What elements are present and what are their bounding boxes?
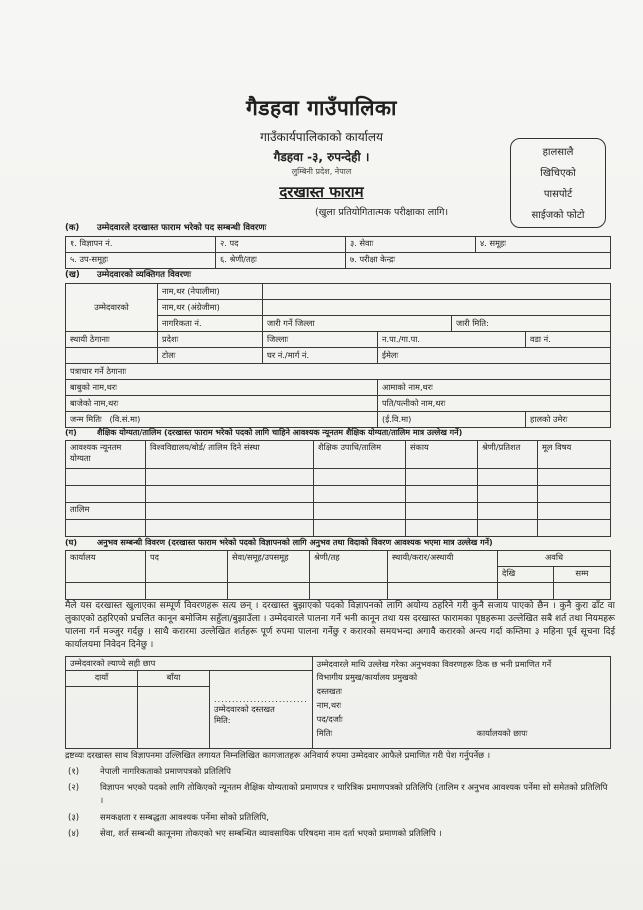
photo-line: पासपोर्ट (543, 189, 573, 200)
spouse-name-field[interactable]: पति/पत्नीको नाम,थरः (378, 396, 611, 412)
dob-label: जन्म मितिः (70, 414, 102, 424)
subgroup-field[interactable]: ५. उप-समूहः (66, 253, 216, 269)
verify-head: विभागीय प्रमुख/कार्यालय प्रमुखको (316, 672, 418, 682)
declaration-text: मैले यस दरखास्त खुलाएका सम्पूर्ण विवरणहरू सत्य छन् । दरखास्त बुझाएको पदको विज्ञापनको लागि अयोग्य ठहरिने गरी कुनै सजाय पाएको छैन । कुनै कुरा ढाँट वा लुकाएको ठहरिएको प्रचलित कानून बमोजिम सहुँला/बुझाउँला । उम्मेदवारले पालना गर्ने भनी कानून तथा यस दरखास्त फारामका पृष्ठहरूमा उल्लेखित सबै शर्त तथा नियमहरू पालना गर्न मञ्जुर गर्दछु । साथै करारमा उल्लेखित शर्तहरू पूर्ण रुपमा पालना गर्नेछु र करारको समयभन्दा अगावै करारको अन्त्य गर्दा कम्तिमा ३ महिना पूर्व सूचना दिई कार्यालयमा निवेदन दिनेछु । (65, 601, 615, 650)
office-name: गाउँकार्यपालिकाको कार्यालय (260, 130, 383, 144)
form-title: दरखास्त फाराम (279, 183, 364, 201)
org-name: गैडहवा गाउँपालिका (245, 96, 397, 120)
mother-name-field[interactable]: आमाको नाम,थरः (378, 380, 611, 396)
exp-col-to: सम्म (554, 567, 611, 583)
training-row-label: तालिम (66, 503, 146, 520)
office-address: गैडहवा -३, रुपन्देही । (273, 150, 370, 164)
table-row[interactable] (66, 469, 611, 486)
edu-col-university: विश्वविद्यालय/बोर्ड/ तालिम दिने संस्था (146, 441, 314, 469)
section-c-heading (65, 427, 462, 438)
exp-col-post: पद (146, 551, 228, 583)
section-key: (ख) (65, 270, 80, 280)
table-row[interactable] (66, 583, 611, 600)
right-thumb-label: दायाँ (66, 671, 138, 687)
service-field[interactable]: ३. सेवाः (346, 237, 476, 253)
photo-line: साईजको फोटो (531, 210, 585, 221)
name-en-label: नाम,थर (अंग्रेजीमा) (158, 300, 263, 316)
section-title: उम्मेदवारको व्यक्तिगत विवरणः (97, 270, 191, 280)
section-key: (ग) (65, 428, 77, 437)
thumb-title: उम्मेदवारको ल्याप्चे सही छाप (66, 657, 313, 671)
exam-center-field[interactable]: ७. परीक्षा केन्द्रः (346, 253, 611, 269)
attachment-num: (४) (68, 829, 80, 839)
signature-table (65, 656, 611, 749)
province-field[interactable]: प्रदेशः (158, 332, 263, 348)
attachment-item (68, 766, 613, 780)
attachment-item (68, 782, 613, 810)
citizenship-no-field[interactable]: नागरिकता नं. (158, 316, 263, 332)
group-field[interactable]: ४. समूहः (476, 237, 611, 253)
father-name-field[interactable]: बाबुको नाम,थरः (66, 380, 378, 396)
section-title: शैक्षिक योग्यता/तालिम (दरखास्त फाराम भरेको पदको लागि चाहिने आवश्यक न्यूनतम शैक्षिक योग्यता/तालिम मात्र उल्लेख गर्ने) (97, 428, 463, 437)
table-row[interactable] (66, 486, 611, 503)
section-key: (क) (65, 223, 80, 233)
form-subtitle: (खुला प्रतियोगितात्मक परीक्षाका लागि। (314, 207, 449, 218)
ad-no-field[interactable]: १. विज्ञापन नं. (66, 237, 216, 253)
name-np-label: नाम,थर (नेपालीमा) (158, 284, 263, 300)
edu-col-division: श्रेणी/प्रतिशत (478, 441, 538, 469)
mailing-address-field[interactable]: पत्राचार गर्ने ठेगानाः (66, 364, 611, 380)
edu-col-faculty: संकाय (406, 441, 478, 469)
exp-col-from: देखि (498, 567, 554, 583)
table-row[interactable] (66, 503, 611, 520)
post-field[interactable]: २. पद (216, 237, 346, 253)
attachment-num: (१) (68, 767, 80, 777)
verify-date-row (317, 726, 606, 740)
exp-col-duration: अवधि (498, 551, 611, 567)
email-field[interactable]: ईमेलः (378, 348, 611, 364)
attachment-text: नेपाली नागरिकताको प्रमाणपत्रको प्रतिलिपि (100, 767, 231, 777)
attachment-item (68, 828, 613, 842)
municipality-field[interactable]: न.पा./गा.पा. (378, 332, 526, 348)
section-b-heading (65, 269, 191, 280)
attachment-text: समकक्षता र सम्बद्धता आवश्यक पर्नेमा सोको प्रतिलिपि, (100, 813, 269, 823)
photo-line: हालसालै (542, 147, 574, 158)
issued-district-field[interactable]: जारी गर्ने जिल्ला (263, 316, 452, 332)
signature-dots: .......................... (214, 693, 308, 704)
issued-date-field[interactable]: जारी मिति: (452, 316, 611, 332)
edu-col-qualification: आवश्यक न्यूनतम योग्यता (66, 441, 146, 469)
district-field[interactable]: जिल्लाः (263, 332, 378, 348)
education-table (65, 440, 611, 537)
section-d-heading (65, 537, 493, 548)
section-title: अनुभव सम्बन्धी विवरण (दरखास्त फाराम भरेको पदको विज्ञापनको लागि अनुभव तथा विदाको विवरण आवश्यक भएमा मात्र उल्लेख गर्ने) (97, 538, 493, 547)
left-thumb-label: बाँया (138, 671, 210, 687)
permanent-address-label: स्थायी ठेगानाः (66, 332, 158, 348)
name-np-input[interactable] (263, 284, 611, 300)
name-en-input[interactable] (263, 300, 611, 316)
verification-cell[interactable] (312, 657, 610, 749)
signature-label: उम्मेदवारको दस्तखत (214, 703, 275, 714)
verify-post: पद/दर्जाः (316, 714, 343, 724)
table-row[interactable] (66, 520, 611, 537)
attachment-num: (२) (68, 783, 80, 793)
dob-bs-field[interactable] (66, 412, 378, 428)
photo-line: खिचिएको (540, 168, 576, 179)
left-thumb-box[interactable] (138, 687, 210, 749)
exp-col-level: श्रेणी/तह (310, 551, 388, 583)
dob-ad-field[interactable]: (ई.वि.मा) (378, 412, 526, 428)
candidate-label: उम्मेदवारको (66, 284, 158, 332)
attachment-num: (३) (68, 813, 80, 823)
exp-col-service: सेवा/समूह/उपसमूह (228, 551, 310, 583)
section-title: उम्मेदवारले दरखास्त फाराम भरेको पद सम्बन्धी विवरणः (97, 223, 267, 233)
exp-col-type: स्थायी/करार/अस्थायी (388, 551, 498, 583)
age-field[interactable]: हालको उमेरः (526, 412, 611, 428)
attachment-text: सेवा, शर्त सम्बन्धी कानूनमा तोकएको भए सम्बन्धित व्यावसायिक परिषदमा नाम दर्ता भएको प्रमाणको प्रतिलिपि । (100, 829, 442, 839)
attachment-item (68, 812, 613, 826)
verify-text: उम्मेदवारले माथि उल्लेख गरेका अनुभवका विवरणहरू ठिक छ भनी प्रमाणित गर्ने (316, 659, 552, 669)
signature-date: मिति: (214, 714, 231, 725)
experience-table (65, 550, 611, 600)
right-thumb-box[interactable] (66, 687, 138, 749)
level-field[interactable]: ६. श्रेणी/तहः (216, 253, 346, 269)
candidate-signature-cell[interactable] (210, 671, 313, 749)
edu-col-subject: मूल विषय (538, 441, 611, 469)
office-stamp-label: कार्यालयको छापः (476, 728, 528, 738)
verify-sign: दस्तखतः (316, 686, 342, 696)
photo-box[interactable] (510, 138, 606, 228)
exp-col-office: कार्यालय (66, 551, 146, 583)
ward-field[interactable]: वडा नं. (526, 332, 611, 348)
province-line: लुम्बिनी प्रदेश, नेपाल (291, 167, 352, 176)
dob-bs-label: (वि.सं.मा) (109, 414, 141, 424)
section-a-heading (65, 222, 266, 233)
section-key: (घ) (65, 538, 78, 547)
grandfather-name-field[interactable]: बाजेको नाम,थरः (66, 396, 378, 412)
personal-details-table (65, 283, 611, 428)
house-no-field[interactable]: घर नं./मार्ग नं. (263, 348, 378, 364)
verify-date: मितिः (316, 728, 333, 738)
edu-col-degree: शैक्षिक उपाधि/तालिम (314, 441, 406, 469)
tole-field[interactable]: टोलः (158, 348, 263, 364)
verify-name: नाम,थरः (316, 700, 342, 710)
attachments-note: द्रष्टव्यः दरखास्त साथ विज्ञापनमा उल्लिखित लगायत निम्नलिखित कागजातहरू अनिवार्य रुपमा उम्मेदवार आफैले प्रमाणित गरी पेश गर्नुपर्नेछ । (65, 751, 491, 761)
attachment-text: विज्ञापन भएको पदको लागि तोकिएको न्यूनतम शैक्षिक योग्यताको प्रमाणपत्र र चारित्रिक प्रमाणपत्रको प्रतिलिपि (तालिम र अनुभव आवश्यक पर्नेमा सो समेतको प्रतिलिपि । (100, 783, 608, 806)
post-details-table (65, 236, 611, 269)
blank-cell (66, 348, 158, 364)
